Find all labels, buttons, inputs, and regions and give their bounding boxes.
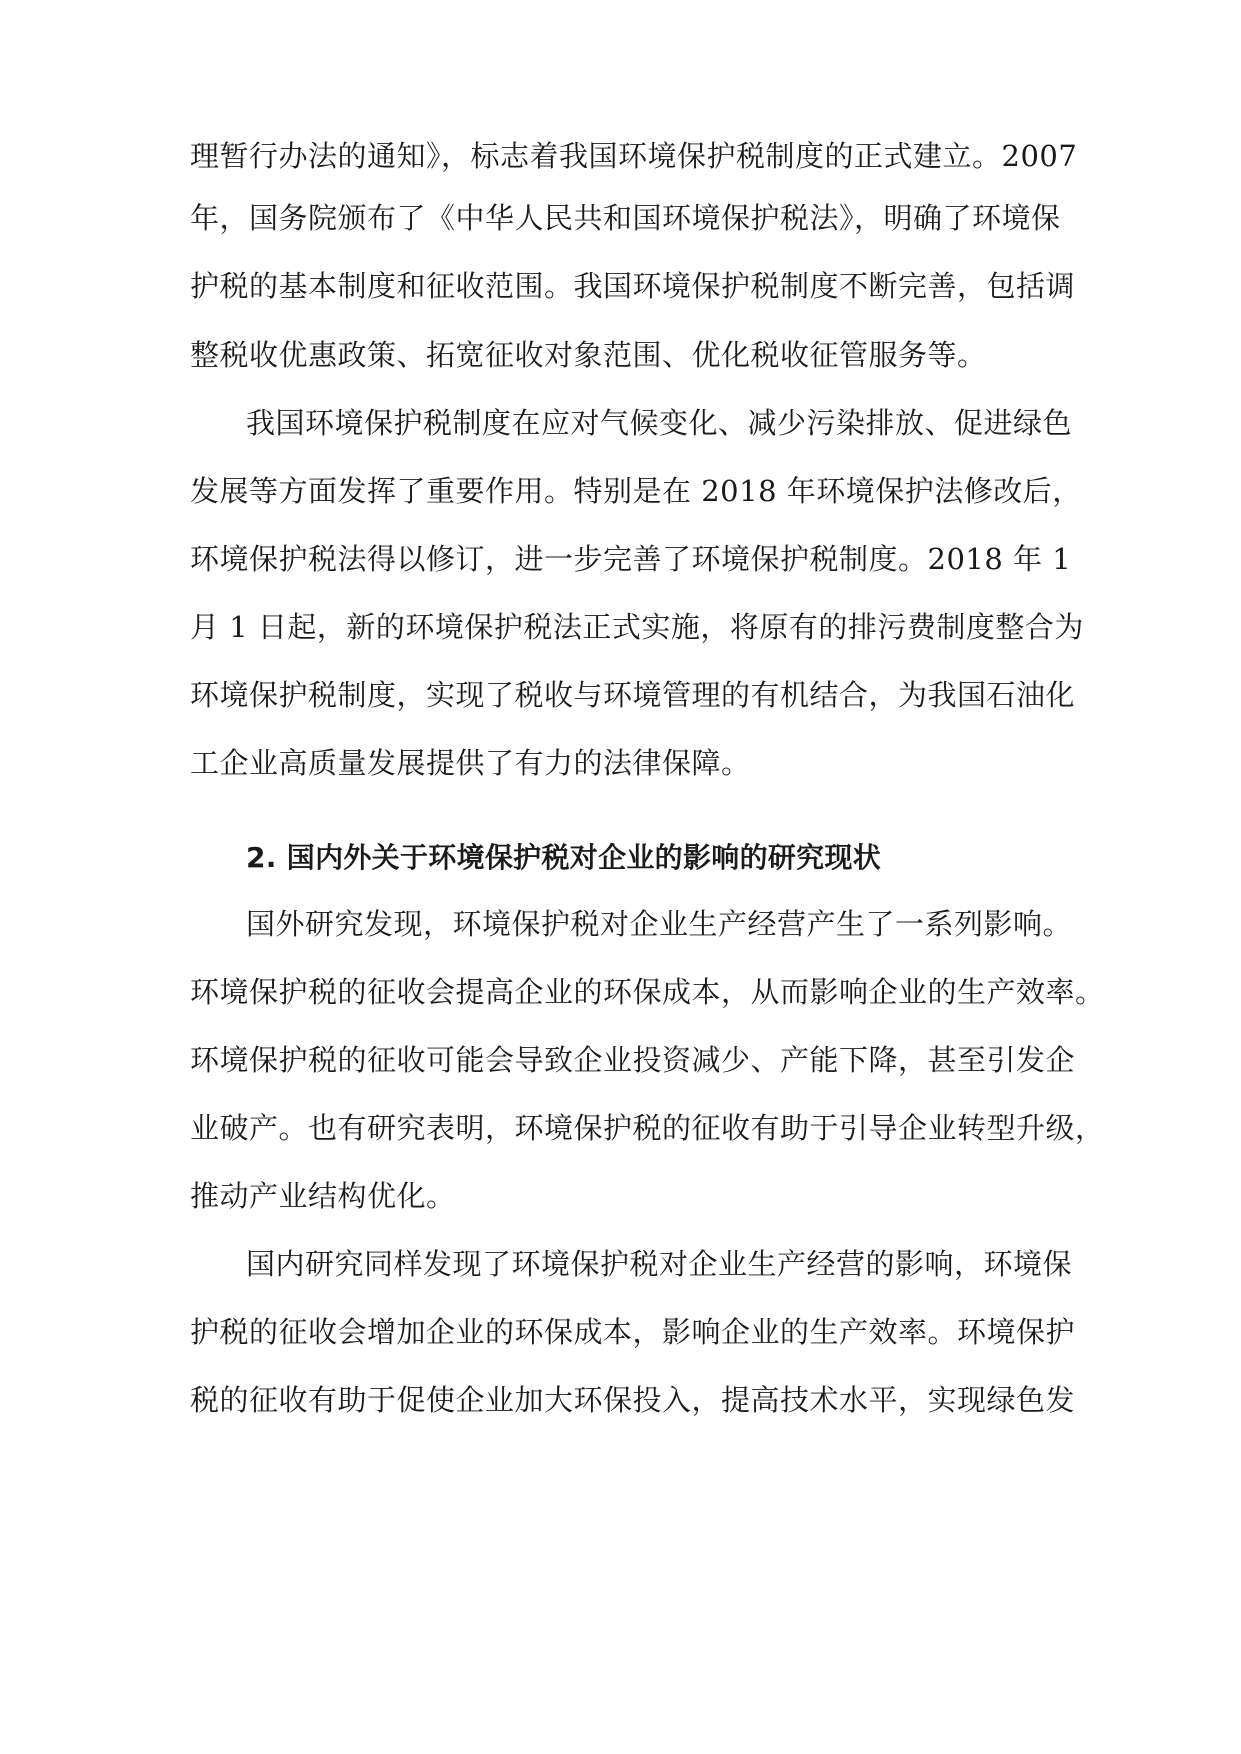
paragraph-3-line-3: 环境保护税的征收可能会导致企业投资减少、产能下降，甚至引发企 bbox=[190, 1043, 1076, 1077]
paragraph-4-line-2: 护税的征收会增加企业的环保成本，影响企业的生产效率。环境保护 bbox=[190, 1315, 1076, 1349]
paragraph-2-line-3: 环境保护税法得以修订，进一步完善了环境保护税制度。2018 年 1 bbox=[190, 542, 1072, 576]
paragraph-1-line-4: 整税收优惠政策、拓宽征收对象范围、优化税收征管服务等。 bbox=[190, 338, 987, 372]
paragraph-2-line-6: 工企业高质量发展提供了有力的法律保障。 bbox=[190, 746, 751, 780]
paragraph-1-line-3: 护税的基本制度和征收范围。我国环境保护税制度不断完善，包括调 bbox=[190, 269, 1076, 303]
paragraph-3-line-5: 推动产业结构优化。 bbox=[190, 1179, 456, 1213]
paragraph-3-line-1: 国外研究发现，环境保护税对企业生产经营产生了一系列影响。 bbox=[246, 907, 1073, 941]
paragraph-1-line-2: 年，国务院颁布了《中华人民共和国环境保护税法》，明确了环境保 bbox=[190, 201, 1061, 235]
paragraph-3-line-2: 环境保护税的征收会提高企业的环保成本，从而影响企业的生产效率。 bbox=[190, 975, 1105, 1009]
paragraph-2-line-5: 环境保护税制度，实现了税收与环境管理的有机结合，为我国石油化 bbox=[190, 678, 1076, 712]
paragraph-2-line-1: 我国环境保护税制度在应对气候变化、减少污染排放、促进绿色 bbox=[246, 406, 1073, 440]
paragraph-2-line-4: 月 1 日起，新的环境保护税法正式实施，将原有的排污费制度整合为 bbox=[190, 610, 1084, 644]
paragraph-2-line-2: 发展等方面发挥了重要作用。特别是在 2018 年环境保护法修改后， bbox=[190, 474, 1082, 508]
paragraph-4-line-3: 税的征收有助于促使企业加大环保投入，提高技术水平，实现绿色发 bbox=[190, 1383, 1076, 1417]
paragraph-1-line-1: 理暂行办法的通知》，标志着我国环境保护税制度的正式建立。2007 bbox=[190, 139, 1078, 173]
section-heading: 2. 国内外关于环境保护税对企业的影响的研究现状 bbox=[246, 841, 882, 874]
paragraph-4-line-1: 国内研究同样发现了环境保护税对企业生产经营的影响，环境保 bbox=[246, 1247, 1073, 1281]
paragraph-3-line-4: 业破产。也有研究表明，环境保护税的征收有助于引导企业转型升级， bbox=[190, 1111, 1105, 1145]
